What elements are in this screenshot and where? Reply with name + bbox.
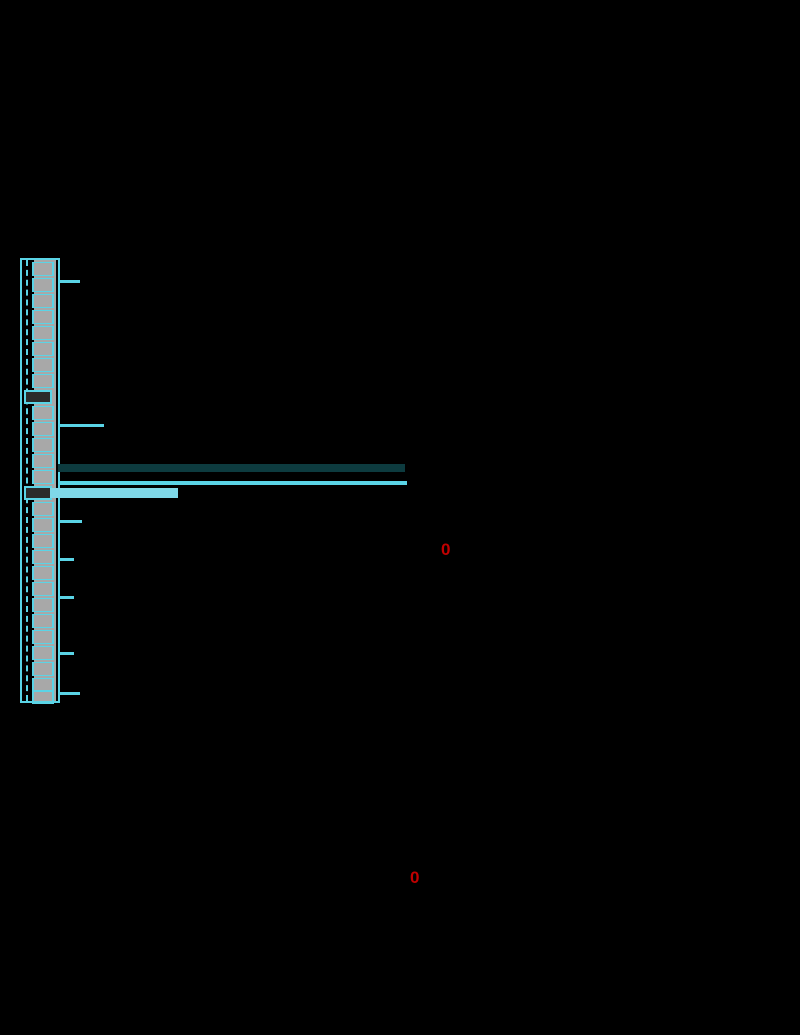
list-item[interactable] (24, 486, 52, 500)
list-item[interactable] (32, 358, 54, 372)
row-tick (58, 652, 74, 655)
row-tick (58, 692, 80, 695)
list-item[interactable] (32, 582, 54, 596)
list-item[interactable] (32, 598, 54, 612)
row-tick (58, 424, 104, 427)
row-tick (58, 520, 82, 523)
list-item[interactable] (32, 550, 54, 564)
list-item[interactable] (24, 390, 52, 404)
list-item[interactable] (32, 278, 54, 292)
list-item[interactable] (32, 342, 54, 356)
list-item[interactable] (32, 438, 54, 452)
list-item[interactable] (32, 646, 54, 660)
row-tick (58, 596, 74, 599)
panel-dashed-guide (26, 260, 28, 701)
list-item[interactable] (32, 614, 54, 628)
list-item[interactable] (32, 262, 54, 276)
list-item[interactable] (32, 374, 54, 388)
list-item[interactable] (32, 502, 54, 516)
row-tick (58, 558, 74, 561)
list-item[interactable] (32, 470, 54, 484)
list-item[interactable] (32, 518, 54, 532)
list-item[interactable] (32, 662, 54, 676)
list-item[interactable] (32, 630, 54, 644)
list-item[interactable] (32, 690, 54, 704)
list-item[interactable] (32, 310, 54, 324)
row-tick (58, 280, 80, 283)
glyph-marker-upper: 0 (441, 540, 451, 559)
glyph-marker-lower: 0 (410, 868, 420, 887)
list-item[interactable] (32, 294, 54, 308)
list-item[interactable] (32, 406, 54, 420)
list-item[interactable] (32, 326, 54, 340)
bar-dark-long (58, 464, 405, 472)
bar-cyan-short (50, 488, 178, 498)
list-item[interactable] (32, 454, 54, 468)
bar-line-long (58, 481, 407, 485)
list-item[interactable] (32, 566, 54, 580)
list-item[interactable] (32, 534, 54, 548)
list-item[interactable] (32, 422, 54, 436)
